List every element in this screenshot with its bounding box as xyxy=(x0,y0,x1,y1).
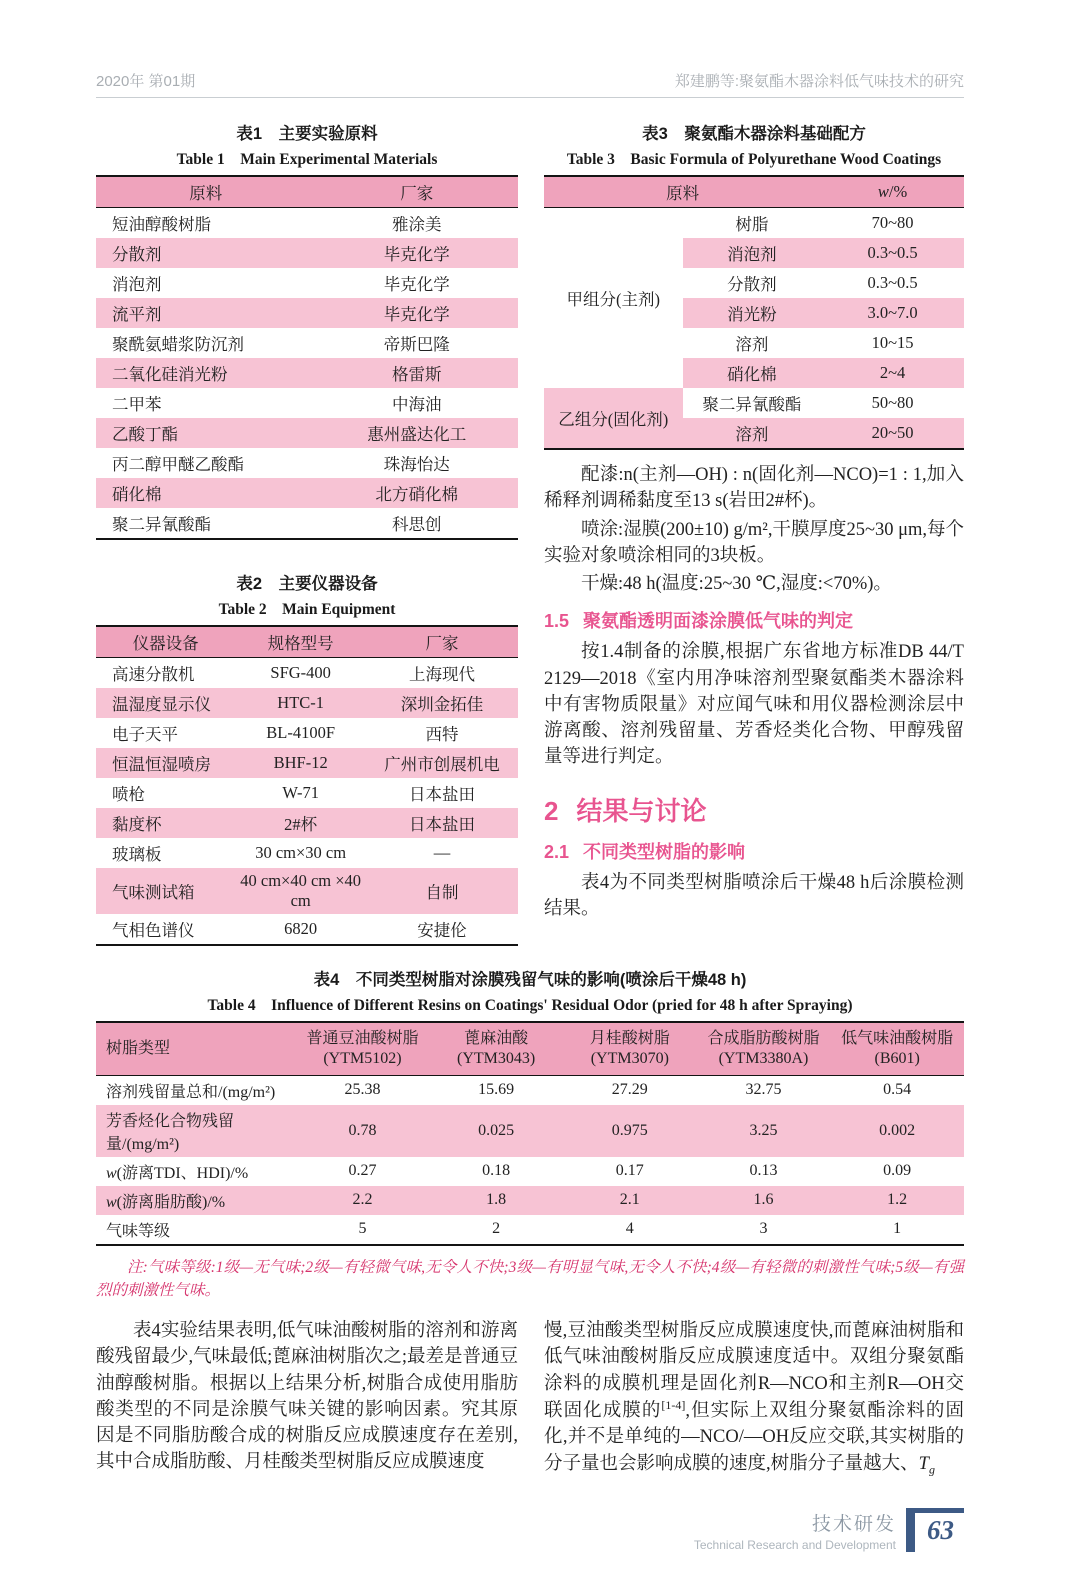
cell: 日本盐田 xyxy=(409,815,476,834)
cell: 上海现代 xyxy=(409,665,476,684)
upper-columns xyxy=(96,98,964,946)
cell: 0.3~0.5 xyxy=(821,268,964,298)
table4-note: 注:气味等级:1级—无气味;2级—有轻微气味,无令人不快;3级—有明显气味,无令人不快;4级—有轻微的刺激性气味;5级—有强烈的刺激性气味。 xyxy=(96,1258,964,1299)
table-row xyxy=(96,688,518,718)
resin-code: (YTM5102) xyxy=(323,1049,402,1067)
cell: 科思创 xyxy=(391,515,442,534)
row-label: 气味等级 xyxy=(106,1222,171,1240)
cell: 喷枪 xyxy=(112,785,145,804)
component-b-cell: 乙组分(固化剂) xyxy=(544,388,683,449)
cell: 黏度杯 xyxy=(112,815,162,834)
page-footer xyxy=(96,1478,964,1552)
w-symbol: w xyxy=(106,1164,117,1182)
cell: 毕克化学 xyxy=(383,245,450,264)
cell: 溶剂 xyxy=(683,328,822,358)
discussion-right xyxy=(544,1318,964,1478)
table-header-row xyxy=(544,176,964,208)
table4-title xyxy=(96,966,964,1015)
section-2-1-body: 表4为不同类型树脂喷涂后干燥48 h后涂膜检测结果。 xyxy=(544,872,964,919)
cell: 10~15 xyxy=(821,328,964,358)
table-row xyxy=(96,1186,964,1215)
cell: 30 cm×30 cm xyxy=(255,843,347,862)
table-row xyxy=(96,1075,964,1105)
cell: 6820 xyxy=(284,918,318,938)
section-2-1-heading xyxy=(544,838,964,864)
section-number: 1.5 xyxy=(544,611,570,632)
cell: SFG-400 xyxy=(270,663,331,682)
section-number: 2.1 xyxy=(544,841,570,862)
table-row xyxy=(96,298,518,328)
cell: 4 xyxy=(625,1220,634,1238)
col-header: 厂家 xyxy=(425,634,459,653)
footer-section-en: Technical Research and Development xyxy=(693,1537,896,1552)
cell: 70~80 xyxy=(821,208,964,239)
cell: 二甲苯 xyxy=(112,395,162,414)
table2-title xyxy=(96,570,518,619)
w-symbol: w xyxy=(877,182,889,201)
cell: 毕克化学 xyxy=(383,275,450,294)
table-row xyxy=(96,268,518,298)
cell: 5 xyxy=(358,1220,367,1238)
cell: 毕克化学 xyxy=(383,305,450,324)
section-number: 2 xyxy=(544,795,559,826)
resin-name: 合成脂肪酸树脂 xyxy=(707,1029,820,1047)
right-column xyxy=(544,98,964,946)
cell: BL-4100F xyxy=(266,723,336,742)
col-header: 原料 xyxy=(666,184,700,203)
cell: 3 xyxy=(759,1220,768,1238)
cell: 3.25 xyxy=(749,1121,778,1139)
cell: 0.3~0.5 xyxy=(821,238,964,268)
cell: 短油醇酸树脂 xyxy=(112,215,211,234)
table-header-row xyxy=(96,1022,964,1076)
table-row xyxy=(96,448,518,478)
cell: 0.27 xyxy=(348,1162,377,1180)
table-row xyxy=(544,388,964,418)
table2-title-en: Table 2 Main Equipment xyxy=(218,601,396,618)
paragraph-drying: 干燥:48 h(温度:25~30 ℃,湿度:<70%)。 xyxy=(581,574,892,595)
table-row xyxy=(96,238,518,268)
cell: 深圳金拓佳 xyxy=(400,695,484,714)
table-row xyxy=(96,914,518,945)
col-header xyxy=(697,1022,831,1076)
table4-title-en: Table 4 Influence of Different Resins on Coatings' Residual Odor (pried for 48 h after Spraying) xyxy=(207,996,853,1014)
page-number-box xyxy=(906,1508,964,1552)
col-header xyxy=(830,1022,964,1076)
table-row xyxy=(96,808,518,838)
cell: 20~50 xyxy=(821,418,964,449)
cell: 气相色谱仪 xyxy=(112,920,195,940)
resin-code: (YTM3380A) xyxy=(718,1049,809,1067)
col-header: 厂家 xyxy=(400,184,434,203)
cell: 日本盐田 xyxy=(409,785,476,804)
paragraph-spraying: 喷涂:湿膜(200±10) g/m²,干膜厚度25~30 μm,每个实验对象喷涂相同的3块板。 xyxy=(544,519,965,566)
table4-title-cn: 表4 不同类型树脂对涂膜残留气味的影响(喷涂后干燥48 h) xyxy=(313,970,747,989)
left-column xyxy=(96,98,518,946)
cell: 分散剂 xyxy=(683,268,822,298)
cell: 中海油 xyxy=(391,395,442,414)
cell: 流平剂 xyxy=(112,305,162,324)
col-header: 原料 xyxy=(189,184,223,203)
table3-title-cn: 表3 聚氨酯木器涂料基础配方 xyxy=(642,125,866,143)
paragraph-mixing: 配漆:n(主剂—OH) : n(固化剂—NCO)=1 : 1,加入稀释剂调稀黏度至13 s(岩田2#杯)。 xyxy=(544,465,964,512)
col-header xyxy=(563,1022,697,1076)
cell: 40 cm×40 cm ×40 cm xyxy=(240,871,362,910)
table-header-row xyxy=(96,626,518,658)
cell: 安捷伦 xyxy=(417,920,467,940)
table-row xyxy=(96,508,518,539)
cell: 北方硝化棉 xyxy=(375,485,458,504)
table-row xyxy=(96,748,518,778)
table-row xyxy=(544,208,964,239)
section-1-5-heading xyxy=(544,607,964,633)
resin-code: (YTM3070) xyxy=(590,1049,669,1067)
cell: 聚二异氰酸酯 xyxy=(112,515,211,534)
section-title: 聚氨酯透明面漆涂膜低气味的判定 xyxy=(583,611,854,632)
table-row xyxy=(96,718,518,748)
w-symbol: w xyxy=(106,1193,117,1211)
cell: 0.002 xyxy=(879,1121,916,1139)
col-header xyxy=(296,1022,430,1076)
discussion-right-b: ,但实际上双组分聚氨酯涂料的固化,并不是单纯的—NCO/—OH反应交联,其实树脂的分子量也会影响成膜的速度,树脂分子量越大、 xyxy=(544,1401,964,1474)
cell: 溶剂 xyxy=(683,418,822,449)
cell: 雅涂美 xyxy=(391,215,442,234)
cell: 1 xyxy=(893,1220,902,1238)
cell: 电子天平 xyxy=(112,725,178,744)
section-title: 结果与讨论 xyxy=(576,795,707,826)
cell: 2 xyxy=(492,1220,501,1238)
table-row xyxy=(96,1215,964,1245)
cell: HTC-1 xyxy=(277,693,325,712)
cell: 3.0~7.0 xyxy=(821,298,964,328)
page-number: 63 xyxy=(927,1515,954,1546)
cell: 2#杯 xyxy=(284,815,318,834)
table-row xyxy=(96,418,518,448)
col-header: 规格型号 xyxy=(267,634,334,653)
corner-header: 树脂类型 xyxy=(106,1039,171,1057)
cell: 惠州盛达化工 xyxy=(367,425,467,444)
article-title-header: 郑建鹏等:聚氨酯木器涂料低气味技术的研究 xyxy=(674,73,964,90)
table2-title-cn: 表2 主要仪器设备 xyxy=(236,575,378,593)
table-row xyxy=(96,388,518,418)
w-unit: /% xyxy=(888,182,908,201)
row-label: 溶剂残留量总和/(mg/m²) xyxy=(106,1083,276,1101)
cell: 2~4 xyxy=(821,358,964,388)
table1-title-cn: 表1 主要实验原料 xyxy=(236,125,378,143)
cell: — xyxy=(433,843,451,862)
resin-name: 蓖麻油酸 xyxy=(464,1029,529,1047)
cell: 帝斯巴隆 xyxy=(383,335,450,354)
table2 xyxy=(96,625,518,946)
section-2-heading xyxy=(544,791,964,828)
col-header xyxy=(821,176,964,208)
table-row xyxy=(96,208,518,239)
table1 xyxy=(96,175,518,540)
cell: 聚二异氰酸酯 xyxy=(683,388,822,418)
resin-name: 低气味油酸树脂 xyxy=(841,1029,954,1047)
table-row xyxy=(96,328,518,358)
cell: 二氧化硅消光粉 xyxy=(112,365,228,384)
table-row xyxy=(96,358,518,388)
cell: 气味测试箱 xyxy=(112,882,195,902)
row-label xyxy=(96,1186,296,1215)
row-label-text: (游离脂肪酸)/% xyxy=(116,1193,226,1211)
cell: 2.1 xyxy=(619,1191,640,1209)
table-row xyxy=(96,658,518,689)
table-row xyxy=(96,778,518,808)
resin-code: (YTM3043) xyxy=(457,1049,536,1067)
cell: 硝化棉 xyxy=(683,358,822,388)
row-label xyxy=(96,1157,296,1186)
table-row xyxy=(96,838,518,868)
table4 xyxy=(96,1021,964,1246)
resin-code: (B601) xyxy=(874,1049,920,1067)
cell: 西特 xyxy=(425,725,459,744)
table3-title-en: Table 3 Basic Formula of Polyurethane Wood Coatings xyxy=(566,151,942,168)
cell: 高速分散机 xyxy=(112,665,195,684)
cell: 硝化棉 xyxy=(112,485,162,504)
cell: 分散剂 xyxy=(112,245,162,264)
cell: 树脂 xyxy=(683,208,822,239)
cell: 0.17 xyxy=(615,1162,644,1180)
cell: 珠海怡达 xyxy=(383,455,450,474)
cell: BHF-12 xyxy=(273,753,328,772)
cell: 50~80 xyxy=(821,388,964,418)
resin-name: 普通豆油酸树脂 xyxy=(306,1029,419,1047)
cell: 0.18 xyxy=(482,1162,511,1180)
col-header xyxy=(429,1022,563,1076)
cell: 15.69 xyxy=(478,1081,515,1099)
discussion-left: 表4实验结果表明,低气味油酸树脂的溶剂和游离酸残留最少,气味最低;蓖麻油树脂次之;最差是普通豆油醇酸树脂。根据以上结果分析,树脂合成使用脂肪酸类型的不同是涂膜气味关键的影响因素。究其原因是不同脂肪酸合成的树脂反应成膜速度存在差别,其中合成脂肪酸、月桂酸类型树脂反应成膜速度 xyxy=(96,1321,518,1473)
tg-symbol: T xyxy=(918,1453,929,1474)
cell: 25.38 xyxy=(344,1081,381,1099)
cell: 1.8 xyxy=(486,1191,507,1209)
cell: 0.13 xyxy=(749,1162,778,1180)
cell: 0.09 xyxy=(883,1162,912,1180)
discussion-columns xyxy=(96,1316,964,1478)
cell: 1.2 xyxy=(887,1191,908,1209)
cell: 0.975 xyxy=(611,1121,648,1139)
table3 xyxy=(544,175,964,450)
row-label-text: (游离TDI、HDI)/% xyxy=(116,1164,249,1182)
cell: 温湿度显示仪 xyxy=(112,695,211,714)
cell: 聚酰氨蜡浆防沉剂 xyxy=(112,335,244,354)
row-label: 芳香烃化合物残留量/(mg/m²) xyxy=(106,1112,235,1153)
footer-section-cn: 技术研发 xyxy=(811,1513,896,1535)
cell: 2.2 xyxy=(352,1191,373,1209)
table-header-row xyxy=(96,176,518,208)
cell: 0.54 xyxy=(883,1081,912,1099)
cell: 0.78 xyxy=(348,1121,377,1139)
reference-superscript: [1-4] xyxy=(661,1397,686,1412)
cell: W-71 xyxy=(282,783,319,802)
table-row xyxy=(96,1157,964,1186)
running-head xyxy=(96,70,964,98)
cell: 消光粉 xyxy=(683,298,822,328)
cell: 消泡剂 xyxy=(683,238,822,268)
cell: 丙二醇甲醚乙酸酯 xyxy=(112,455,244,474)
component-a-cell: 甲组分(主剂) xyxy=(544,208,683,389)
cell: 广州市创展机电 xyxy=(384,755,500,774)
cell: 玻璃板 xyxy=(112,845,162,864)
cell: 32.75 xyxy=(745,1081,782,1099)
discussion-right-a: 慢,豆油酸类型树脂反应成膜速度快,而蓖麻油树脂和低气味油酸树脂反应成膜速度适中。双组分聚氨酯涂料的成膜机理是固化剂R—NCO和主剂R—OH交联固化成膜的 xyxy=(544,1321,964,1422)
table1-title xyxy=(96,120,518,169)
section-1-5-body: 按1.4制备的涂膜,根据广东省地方标准DB 44/T 2129—2018《室内用净味溶剂型聚氨酯类木器涂料中有害物质限量》对应闻气味和用仪器检测涂层中游离酸、溶剂残留量、芳香烃类化合物、甲醇残留量等进行判定。 xyxy=(544,642,964,768)
table-row xyxy=(96,868,518,914)
cell: 消泡剂 xyxy=(112,275,162,294)
cell: 27.29 xyxy=(611,1081,648,1099)
issue-label: 2020年 第01期 xyxy=(96,73,196,90)
section-title: 不同类型树脂的影响 xyxy=(583,841,746,862)
cell: 0.025 xyxy=(478,1121,515,1139)
footer-section-labels xyxy=(694,1509,896,1552)
cell: 恒温恒湿喷房 xyxy=(112,755,211,774)
cell: 自制 xyxy=(425,882,459,902)
table-row xyxy=(96,1105,964,1157)
tg-subscript: g xyxy=(928,1462,935,1477)
table-row xyxy=(96,478,518,508)
table3-title xyxy=(544,120,964,169)
cell: 格雷斯 xyxy=(391,365,442,384)
cell: 1.6 xyxy=(753,1191,774,1209)
table4-block xyxy=(96,952,964,1303)
table1-title-en: Table 1 Main Experimental Materials xyxy=(176,151,438,168)
cell: 乙酸丁酯 xyxy=(112,425,178,444)
resin-name: 月桂酸树脂 xyxy=(589,1029,670,1047)
col-header: 仪器设备 xyxy=(132,634,199,653)
